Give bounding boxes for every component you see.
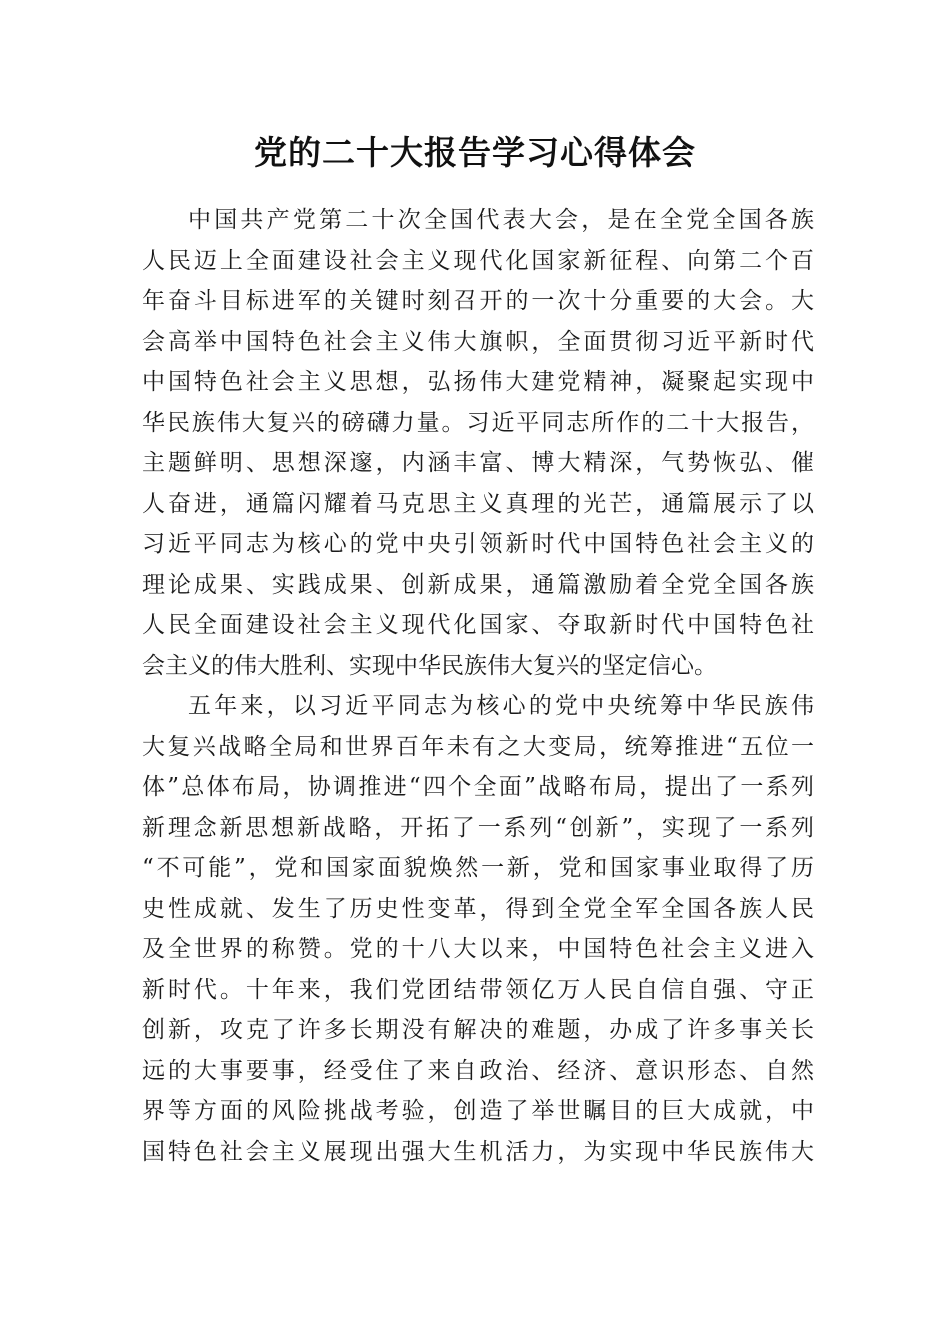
- text-line: 五年来，以习近平同志为核心的党中央统筹中华民族伟: [188, 693, 814, 719]
- text-line: 中国共产党第二十次全国代表大会，是在全党全国各族: [188, 207, 814, 233]
- text-line: 会高举中国特色社会主义伟大旗帜，全面贯彻习近平新时代: [142, 328, 814, 355]
- text-line: 及全世界的称赞。党的十八大以来，中国特色社会主义进入: [142, 936, 814, 962]
- text-line: 理论成果、实践成果、创新成果，通篇激励着全党全国各族: [142, 571, 814, 598]
- text-line: “不可能”，党和国家面貌焕然一新，党和国家事业取得了历: [142, 855, 814, 881]
- text-line: 习近平同志为核心的党中央引领新时代中国特色社会主义的: [142, 531, 814, 557]
- text-line: 人民迈上全面建设社会主义现代化国家新征程、向第二个百: [142, 247, 814, 274]
- text-line: 史性成就、发生了历史性变革，得到全党全军全国各族人民: [142, 895, 814, 922]
- text-line: 年奋斗目标进军的关键时刻召开的一次十分重要的大会。大: [142, 288, 814, 314]
- text-line: 大复兴战略全局和世界百年未有之大变局，统筹推进“五位一: [142, 733, 814, 760]
- text-line: 国特色社会主义展现出强大生机活力，为实现中华民族伟大: [142, 1138, 814, 1165]
- text-line: 远的大事要事，经受住了来自政治、经济、意识形态、自然: [142, 1057, 814, 1084]
- document-title: 党的二十大报告学习心得体会: [254, 133, 696, 172]
- text-line: 人奋进，通篇闪耀着马克思主义真理的光芒，通篇展示了以: [142, 490, 814, 517]
- paragraph-2: [142, 686, 814, 1172]
- text-line: 主题鲜明、思想深邃，内涵丰富、博大精深，气势恢弘、催: [142, 450, 814, 476]
- text-line: 人民全面建设社会主义现代化国家、夺取新时代中国特色社: [142, 612, 814, 638]
- text-line: 中国特色社会主义思想，弘扬伟大建党精神，凝聚起实现中: [142, 369, 814, 395]
- paragraph-1: [142, 200, 814, 686]
- text-line: 体”总体布局，协调推进“四个全面”战略布局，提出了一系列: [142, 774, 814, 800]
- text-line: 界等方面的风险挑战考验，创造了举世瞩目的巨大成就，中: [142, 1098, 814, 1124]
- text-line: 华民族伟大复兴的磅礴力量。习近平同志所作的二十大报告，: [142, 409, 814, 436]
- document-body: [142, 200, 814, 1172]
- text-line: 新理念新思想新战略，开拓了一系列“创新”，实现了一系列: [142, 814, 814, 841]
- text-line: 会主义的伟大胜利、实现中华民族伟大复兴的坚定信心。: [142, 652, 717, 679]
- text-line: 创新，攻克了许多长期没有解决的难题，办成了许多事关长: [142, 1017, 814, 1043]
- text-line: 新时代。十年来，我们党团结带领亿万人民自信自强、守正: [142, 976, 814, 1003]
